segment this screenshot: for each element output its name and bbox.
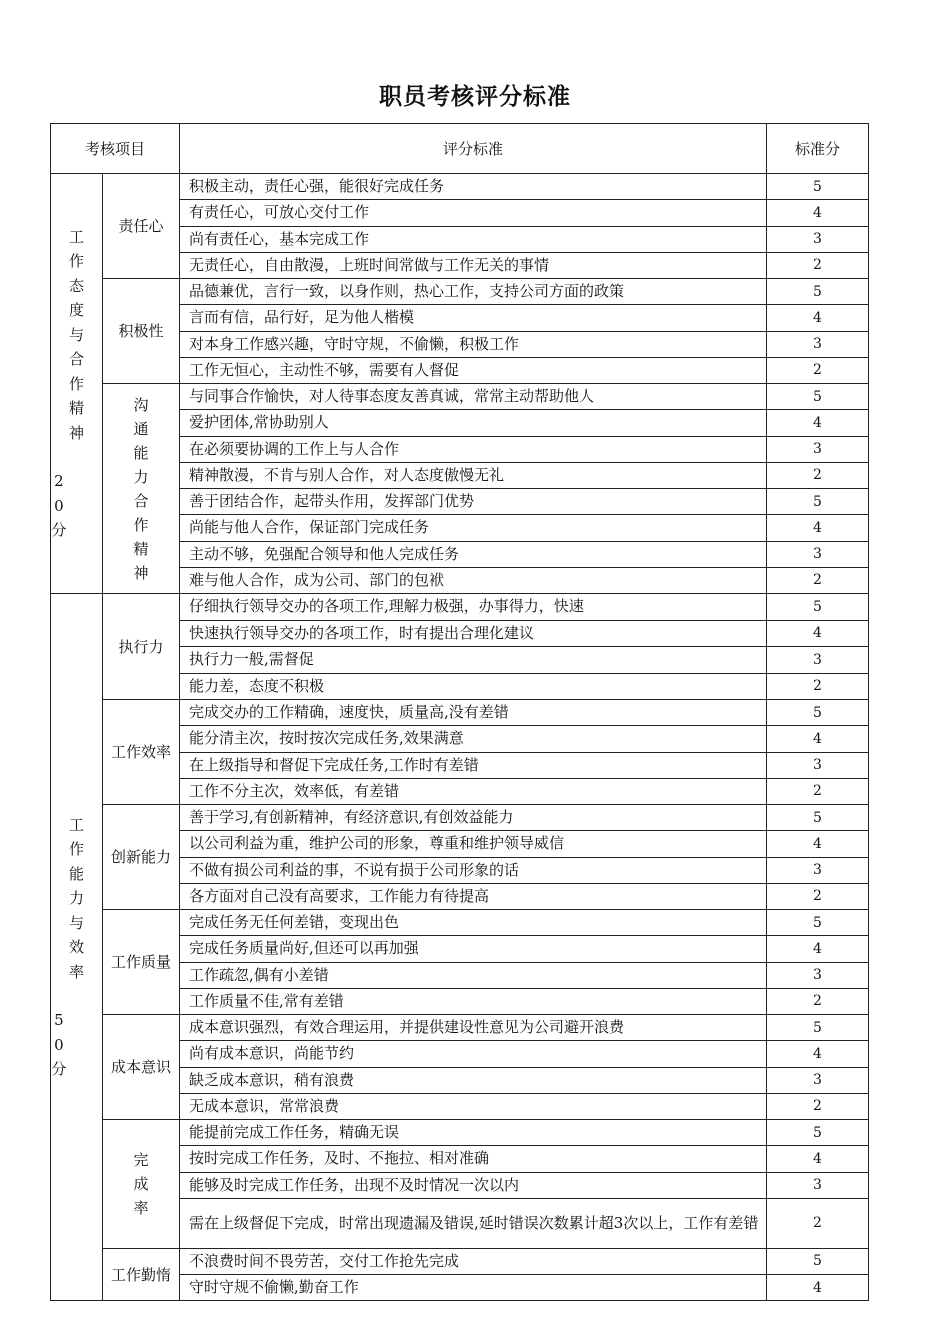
score-cell: 4 <box>767 200 869 226</box>
score-cell: 3 <box>767 857 869 883</box>
criteria-cell: 完成任务无任何差错，变现出色 <box>180 910 767 936</box>
header-item: 考核项目 <box>51 124 180 174</box>
criteria-cell: 主动不够，免强配合领导和他人完成任务 <box>180 541 767 567</box>
score-cell: 4 <box>767 1041 869 1067</box>
table-row <box>51 279 869 305</box>
criteria-cell: 无责任心，自由散漫，上班时间常做与工作无关的事情 <box>180 252 767 278</box>
score-cell: 2 <box>767 1093 869 1119</box>
score-cell: 5 <box>767 279 869 305</box>
criteria-cell: 在上级指导和督促下完成任务,工作时有差错 <box>180 752 767 778</box>
criteria-cell: 能力差，态度不积极 <box>180 673 767 700</box>
table-row <box>51 1248 869 1274</box>
score-cell: 3 <box>767 436 869 462</box>
sub-item-label: 沟通能力合作精神 <box>133 395 149 582</box>
score-cell: 5 <box>767 910 869 936</box>
score-cell: 4 <box>767 1146 869 1172</box>
criteria-cell: 成本意识强烈，有效合理运用，并提供建设性意见为公司避开浪费 <box>180 1015 767 1041</box>
criteria-cell: 工作不分主次，效率低，有差错 <box>180 778 767 804</box>
category-label: 工作态度与合作精神 <box>68 227 84 442</box>
score-cell: 5 <box>767 1015 869 1041</box>
score-cell: 2 <box>767 778 869 804</box>
table-row <box>51 910 869 936</box>
category-cell <box>51 174 103 594</box>
criteria-cell: 执行力一般,需督促 <box>180 647 767 674</box>
score-cell: 5 <box>767 174 869 200</box>
criteria-cell: 在必须要协调的工作上与人合作 <box>180 436 767 462</box>
category-score: 20分 <box>51 472 67 539</box>
category-label: 工作能力与效率 <box>68 815 84 981</box>
criteria-cell: 善于学习,有创新精神，有经济意识,有创效益能力 <box>180 805 767 831</box>
score-cell: 4 <box>767 410 869 436</box>
table-row <box>51 594 869 621</box>
criteria-cell: 仔细执行领导交办的各项工作,理解力极强，办事得力，快速 <box>180 594 767 621</box>
criteria-cell: 工作无恒心，主动性不够，需要有人督促 <box>180 357 767 383</box>
criteria-cell: 品德兼优，言行一致，以身作则，热心工作，支持公司方面的政策 <box>180 279 767 305</box>
score-cell: 3 <box>767 647 869 674</box>
score-cell: 4 <box>767 515 869 541</box>
score-cell: 5 <box>767 1120 869 1146</box>
sub-item-cell <box>103 279 180 384</box>
sub-item-cell <box>103 700 180 805</box>
score-cell: 2 <box>767 883 869 909</box>
sub-item-cell <box>103 805 180 910</box>
sub-item-cell <box>103 1120 180 1249</box>
sub-item-label: 工作效率 <box>111 743 172 761</box>
criteria-cell: 不浪费时间不畏劳苦，交付工作抢先完成 <box>180 1248 767 1274</box>
criteria-cell: 按时完成工作任务，及时、不拖拉、相对准确 <box>180 1146 767 1172</box>
criteria-cell: 难与他人合作，成为公司、部门的包袱 <box>180 567 767 593</box>
score-cell: 2 <box>767 673 869 700</box>
criteria-cell: 能够及时完成工作任务，出现不及时情况一次以内 <box>180 1172 767 1198</box>
table-row <box>51 1120 869 1146</box>
criteria-cell: 完成任务质量尚好,但还可以再加强 <box>180 936 767 962</box>
score-cell: 5 <box>767 700 869 726</box>
category-score: 50分 <box>51 1011 67 1079</box>
score-cell: 2 <box>767 252 869 278</box>
score-cell: 4 <box>767 726 869 752</box>
score-cell: 4 <box>767 1275 869 1301</box>
table-row <box>51 700 869 726</box>
score-cell: 3 <box>767 752 869 778</box>
score-cell: 3 <box>767 226 869 252</box>
criteria-cell: 缺乏成本意识，稍有浪费 <box>180 1067 767 1093</box>
sub-item-label: 成本意识 <box>111 1058 172 1076</box>
score-cell: 3 <box>767 331 869 357</box>
score-cell: 2 <box>767 357 869 383</box>
sub-item-cell <box>103 384 180 594</box>
document-title: 职员考核评分标准 <box>379 84 571 110</box>
header-score: 标准分 <box>767 124 869 174</box>
criteria-cell: 不做有损公司利益的事，不说有损于公司形象的话 <box>180 857 767 883</box>
criteria-cell: 完成交办的工作精确，速度快，质量高,没有差错 <box>180 700 767 726</box>
sub-item-label: 工作质量 <box>111 953 172 971</box>
score-cell: 5 <box>767 1248 869 1274</box>
score-cell: 4 <box>767 936 869 962</box>
sub-item-label: 创新能力 <box>111 848 172 866</box>
table-header-row <box>51 124 869 174</box>
score-cell: 2 <box>767 462 869 488</box>
sub-item-cell <box>103 910 180 1015</box>
criteria-cell: 守时守规不偷懒,勤奋工作 <box>180 1275 767 1301</box>
criteria-cell: 各方面对自己没有高要求，工作能力有待提高 <box>180 883 767 909</box>
criteria-cell: 无成本意识，常常浪费 <box>180 1093 767 1119</box>
table-row <box>51 805 869 831</box>
category-cell <box>51 594 103 1301</box>
criteria-cell: 尚有成本意识，尚能节约 <box>180 1041 767 1067</box>
criteria-cell: 与同事合作愉快，对人待事态度友善真诚，常常主动帮助他人 <box>180 384 767 410</box>
criteria-cell: 快速执行领导交办的各项工作，时有提出合理化建议 <box>180 620 767 647</box>
table-row <box>51 384 869 410</box>
score-cell: 3 <box>767 541 869 567</box>
criteria-cell: 工作疏忽,偶有小差错 <box>180 962 767 988</box>
score-cell: 2 <box>767 988 869 1014</box>
score-cell: 2 <box>767 1198 869 1248</box>
score-cell: 5 <box>767 594 869 621</box>
score-cell: 4 <box>767 831 869 857</box>
criteria-cell: 积极主动，责任心强，能很好完成任务 <box>180 174 767 200</box>
score-cell: 5 <box>767 384 869 410</box>
score-cell: 3 <box>767 1172 869 1198</box>
table-row <box>51 1015 869 1041</box>
sub-item-label: 完成率 <box>133 1150 149 1217</box>
sub-item-cell <box>103 1015 180 1120</box>
evaluation-table <box>50 123 869 1301</box>
criteria-cell: 言而有信，品行好，足为他人楷模 <box>180 305 767 331</box>
criteria-cell: 对本身工作感兴趣，守时守规，不偷懒，积极工作 <box>180 331 767 357</box>
sub-item-label: 执行力 <box>118 637 164 656</box>
criteria-cell: 有责任心，可放心交付工作 <box>180 200 767 226</box>
criteria-cell: 尚有责任心，基本完成工作 <box>180 226 767 252</box>
score-cell: 5 <box>767 489 869 515</box>
criteria-cell: 善于团结合作，起带头作用，发挥部门优势 <box>180 489 767 515</box>
criteria-cell: 以公司利益为重，维护公司的形象，尊重和维护领导威信 <box>180 831 767 857</box>
score-cell: 4 <box>767 305 869 331</box>
criteria-cell: 能分清主次，按时按次完成任务,效果满意 <box>180 726 767 752</box>
score-cell: 4 <box>767 620 869 647</box>
sub-item-label: 工作勤惰 <box>111 1265 172 1284</box>
score-cell: 3 <box>767 962 869 988</box>
criteria-cell: 需在上级督促下完成，时常出现遗漏及错误,延时错误次数累计超3次以上，工作有差错 <box>180 1198 767 1248</box>
score-cell: 5 <box>767 805 869 831</box>
sub-item-cell <box>103 174 180 279</box>
table-row <box>51 174 869 200</box>
criteria-cell: 能提前完成工作任务，精确无误 <box>180 1120 767 1146</box>
sub-item-cell <box>103 1248 180 1301</box>
criteria-cell: 精神散漫，不肯与别人合作，对人态度傲慢无礼 <box>180 462 767 488</box>
criteria-cell: 工作质量不佳,常有差错 <box>180 988 767 1014</box>
criteria-cell: 爱护团体,常协助别人 <box>180 410 767 436</box>
score-cell: 2 <box>767 567 869 593</box>
header-criteria: 评分标准 <box>180 124 767 174</box>
score-cell: 3 <box>767 1067 869 1093</box>
sub-item-label: 积极性 <box>118 322 164 340</box>
sub-item-label: 责任心 <box>118 217 164 235</box>
criteria-cell: 尚能与他人合作，保证部门完成任务 <box>180 515 767 541</box>
sub-item-cell <box>103 594 180 700</box>
